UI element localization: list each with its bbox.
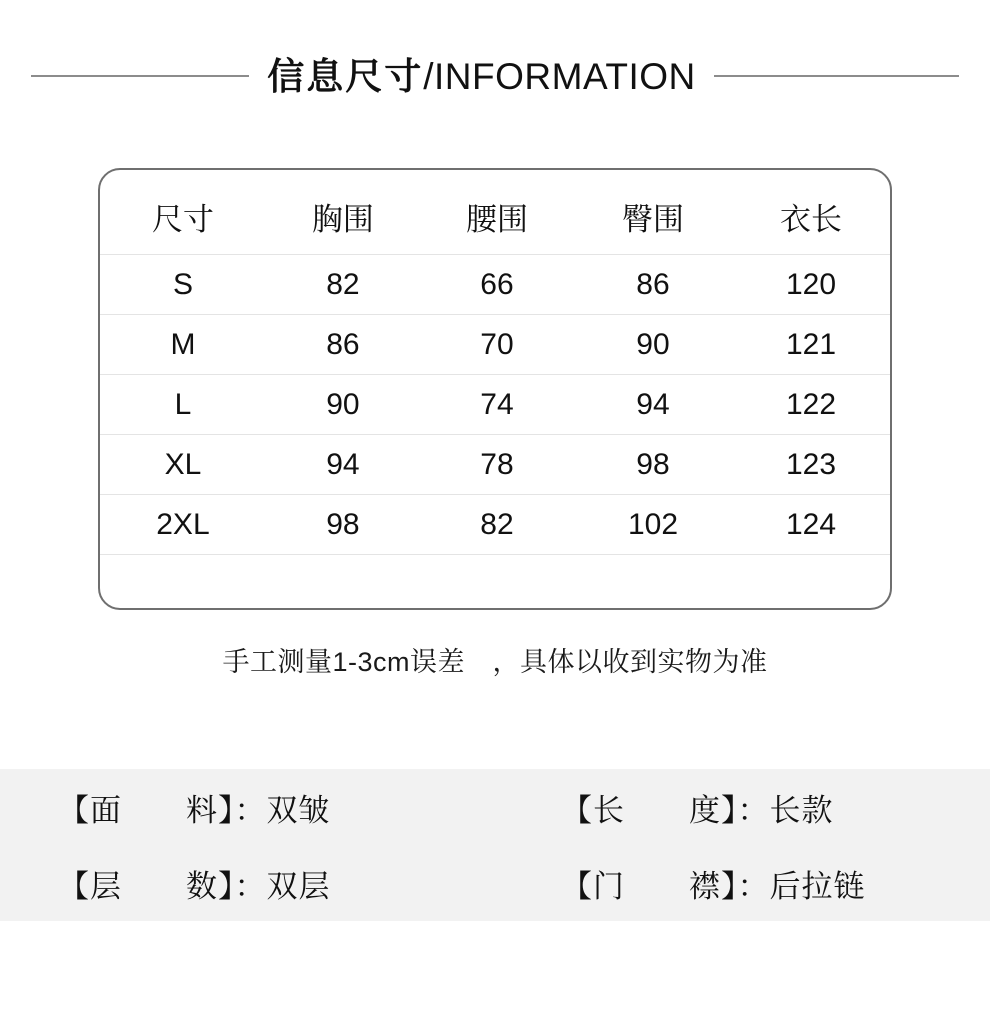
cell-waist: 66 — [480, 267, 514, 301]
cell-waist: 78 — [480, 447, 514, 481]
column-header-waist: 腰围 — [465, 201, 528, 237]
cell-hip: 86 — [636, 267, 670, 301]
table-header-row — [100, 170, 890, 255]
column-header-bust: 胸围 — [311, 201, 374, 237]
column-header-length: 衣长 — [779, 201, 842, 237]
cell-bust: 86 — [326, 327, 360, 361]
table-row — [100, 495, 890, 555]
size-table-head — [100, 170, 890, 255]
spec-fabric: 【面 料】：双皱 — [58, 792, 331, 828]
specification-grid — [0, 769, 990, 921]
measurement-note: 手工测量1-3cm误差 ，具体以收到实物为准 — [222, 647, 768, 677]
header-rule-left — [31, 75, 249, 77]
page-title — [249, 55, 714, 97]
cell-bust: 90 — [326, 387, 360, 421]
table-row — [100, 435, 890, 495]
cell-hip: 98 — [636, 447, 670, 481]
cell-bust: 82 — [326, 267, 360, 301]
cell-bust: 94 — [326, 447, 360, 481]
cell-length: 122 — [785, 387, 837, 421]
cell-size: S — [172, 267, 193, 301]
cell-hip: 94 — [636, 387, 670, 421]
cell-waist: 74 — [480, 387, 514, 421]
header-rule-right — [714, 75, 959, 77]
size-chart-card — [98, 168, 892, 610]
cell-bust: 98 — [326, 507, 360, 541]
table-row — [100, 255, 890, 315]
page-title-cn: 信息尺寸 — [267, 55, 424, 97]
specification-band — [0, 769, 990, 921]
spec-length: 【长 度】：长款 — [561, 792, 834, 828]
cell-size: M — [170, 327, 196, 361]
cell-waist: 82 — [480, 507, 514, 541]
cell-hip: 90 — [636, 327, 670, 361]
column-header-size: 尺寸 — [151, 201, 214, 237]
cell-waist: 70 — [480, 327, 514, 361]
spec-placket: 【门 襟】：后拉链 — [561, 868, 866, 904]
cell-length: 121 — [785, 327, 837, 361]
size-table — [100, 170, 890, 555]
table-row — [100, 315, 890, 375]
table-row — [100, 375, 890, 435]
size-table-body — [100, 255, 890, 555]
page-title-separator: / — [423, 55, 435, 97]
column-header-hip: 臀围 — [621, 201, 684, 237]
cell-length: 120 — [785, 267, 837, 301]
cell-size: 2XL — [156, 507, 210, 541]
cell-size: L — [174, 387, 192, 421]
section-header — [0, 44, 990, 108]
cell-length: 123 — [785, 447, 837, 481]
cell-hip: 102 — [627, 507, 679, 541]
spec-layers: 【层 数】：双层 — [58, 868, 331, 904]
cell-length: 124 — [785, 507, 837, 541]
cell-size: XL — [164, 447, 202, 481]
page-title-en: INFORMATION — [434, 55, 696, 97]
